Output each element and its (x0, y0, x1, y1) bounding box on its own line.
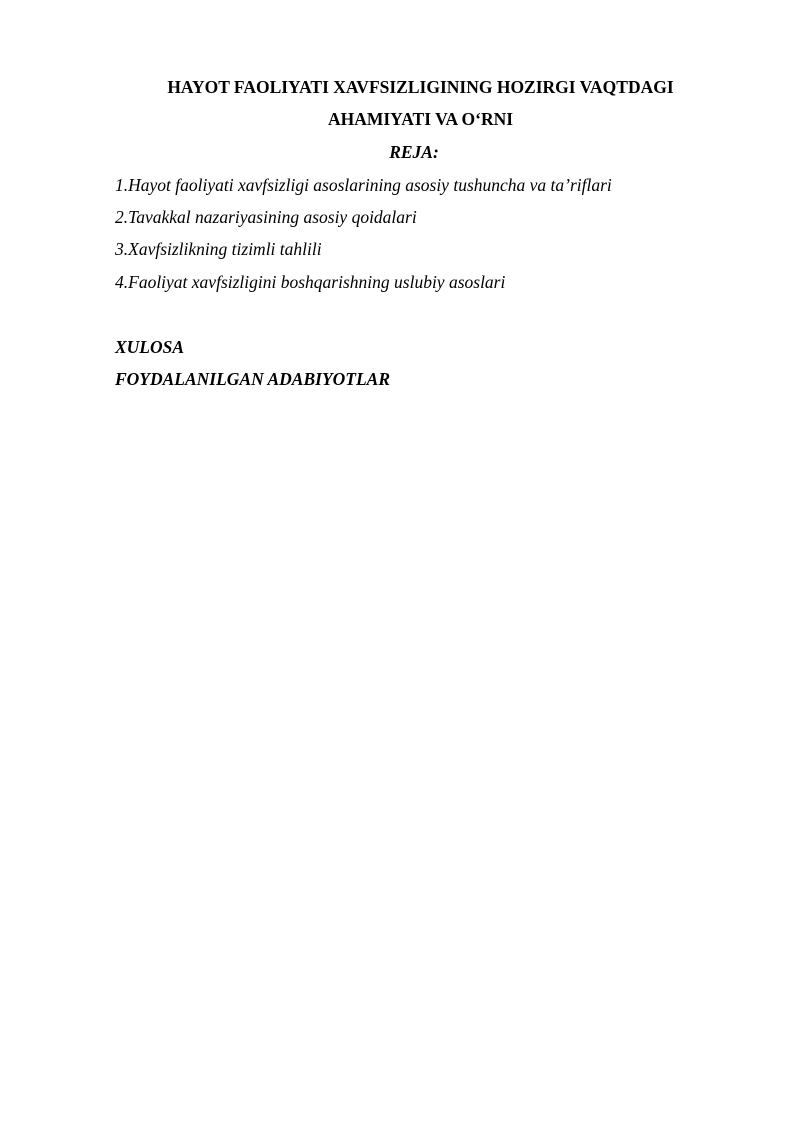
plan-item-2: 2.Tavakkal nazariyasining asosiy qoidalari (115, 207, 417, 227)
references-heading: FOYDALANILGAN ADABIYOTLAR (115, 369, 391, 389)
plan-item-1: 1.Hayot faoliyati xavfsizligi asoslarining asosiy tushuncha va ta’riflari (115, 175, 612, 195)
plan-item-3: 3.Xavfsizlikning tizimli tahlili (115, 239, 322, 259)
conclusion-heading: XULOSA (115, 337, 185, 357)
plan-heading: REJA: (389, 142, 439, 162)
plan-item-4: 4.Faoliyat xavfsizligini boshqarishning uslubiy asoslari (115, 272, 506, 292)
document-title-line-2: AHAMIYATI VA O‘RNI (327, 109, 514, 129)
document-title-line-1: HAYOT FAOLIYATI XAVFSIZLIGINING HOZIRGI VAQTDAGI (167, 77, 674, 97)
